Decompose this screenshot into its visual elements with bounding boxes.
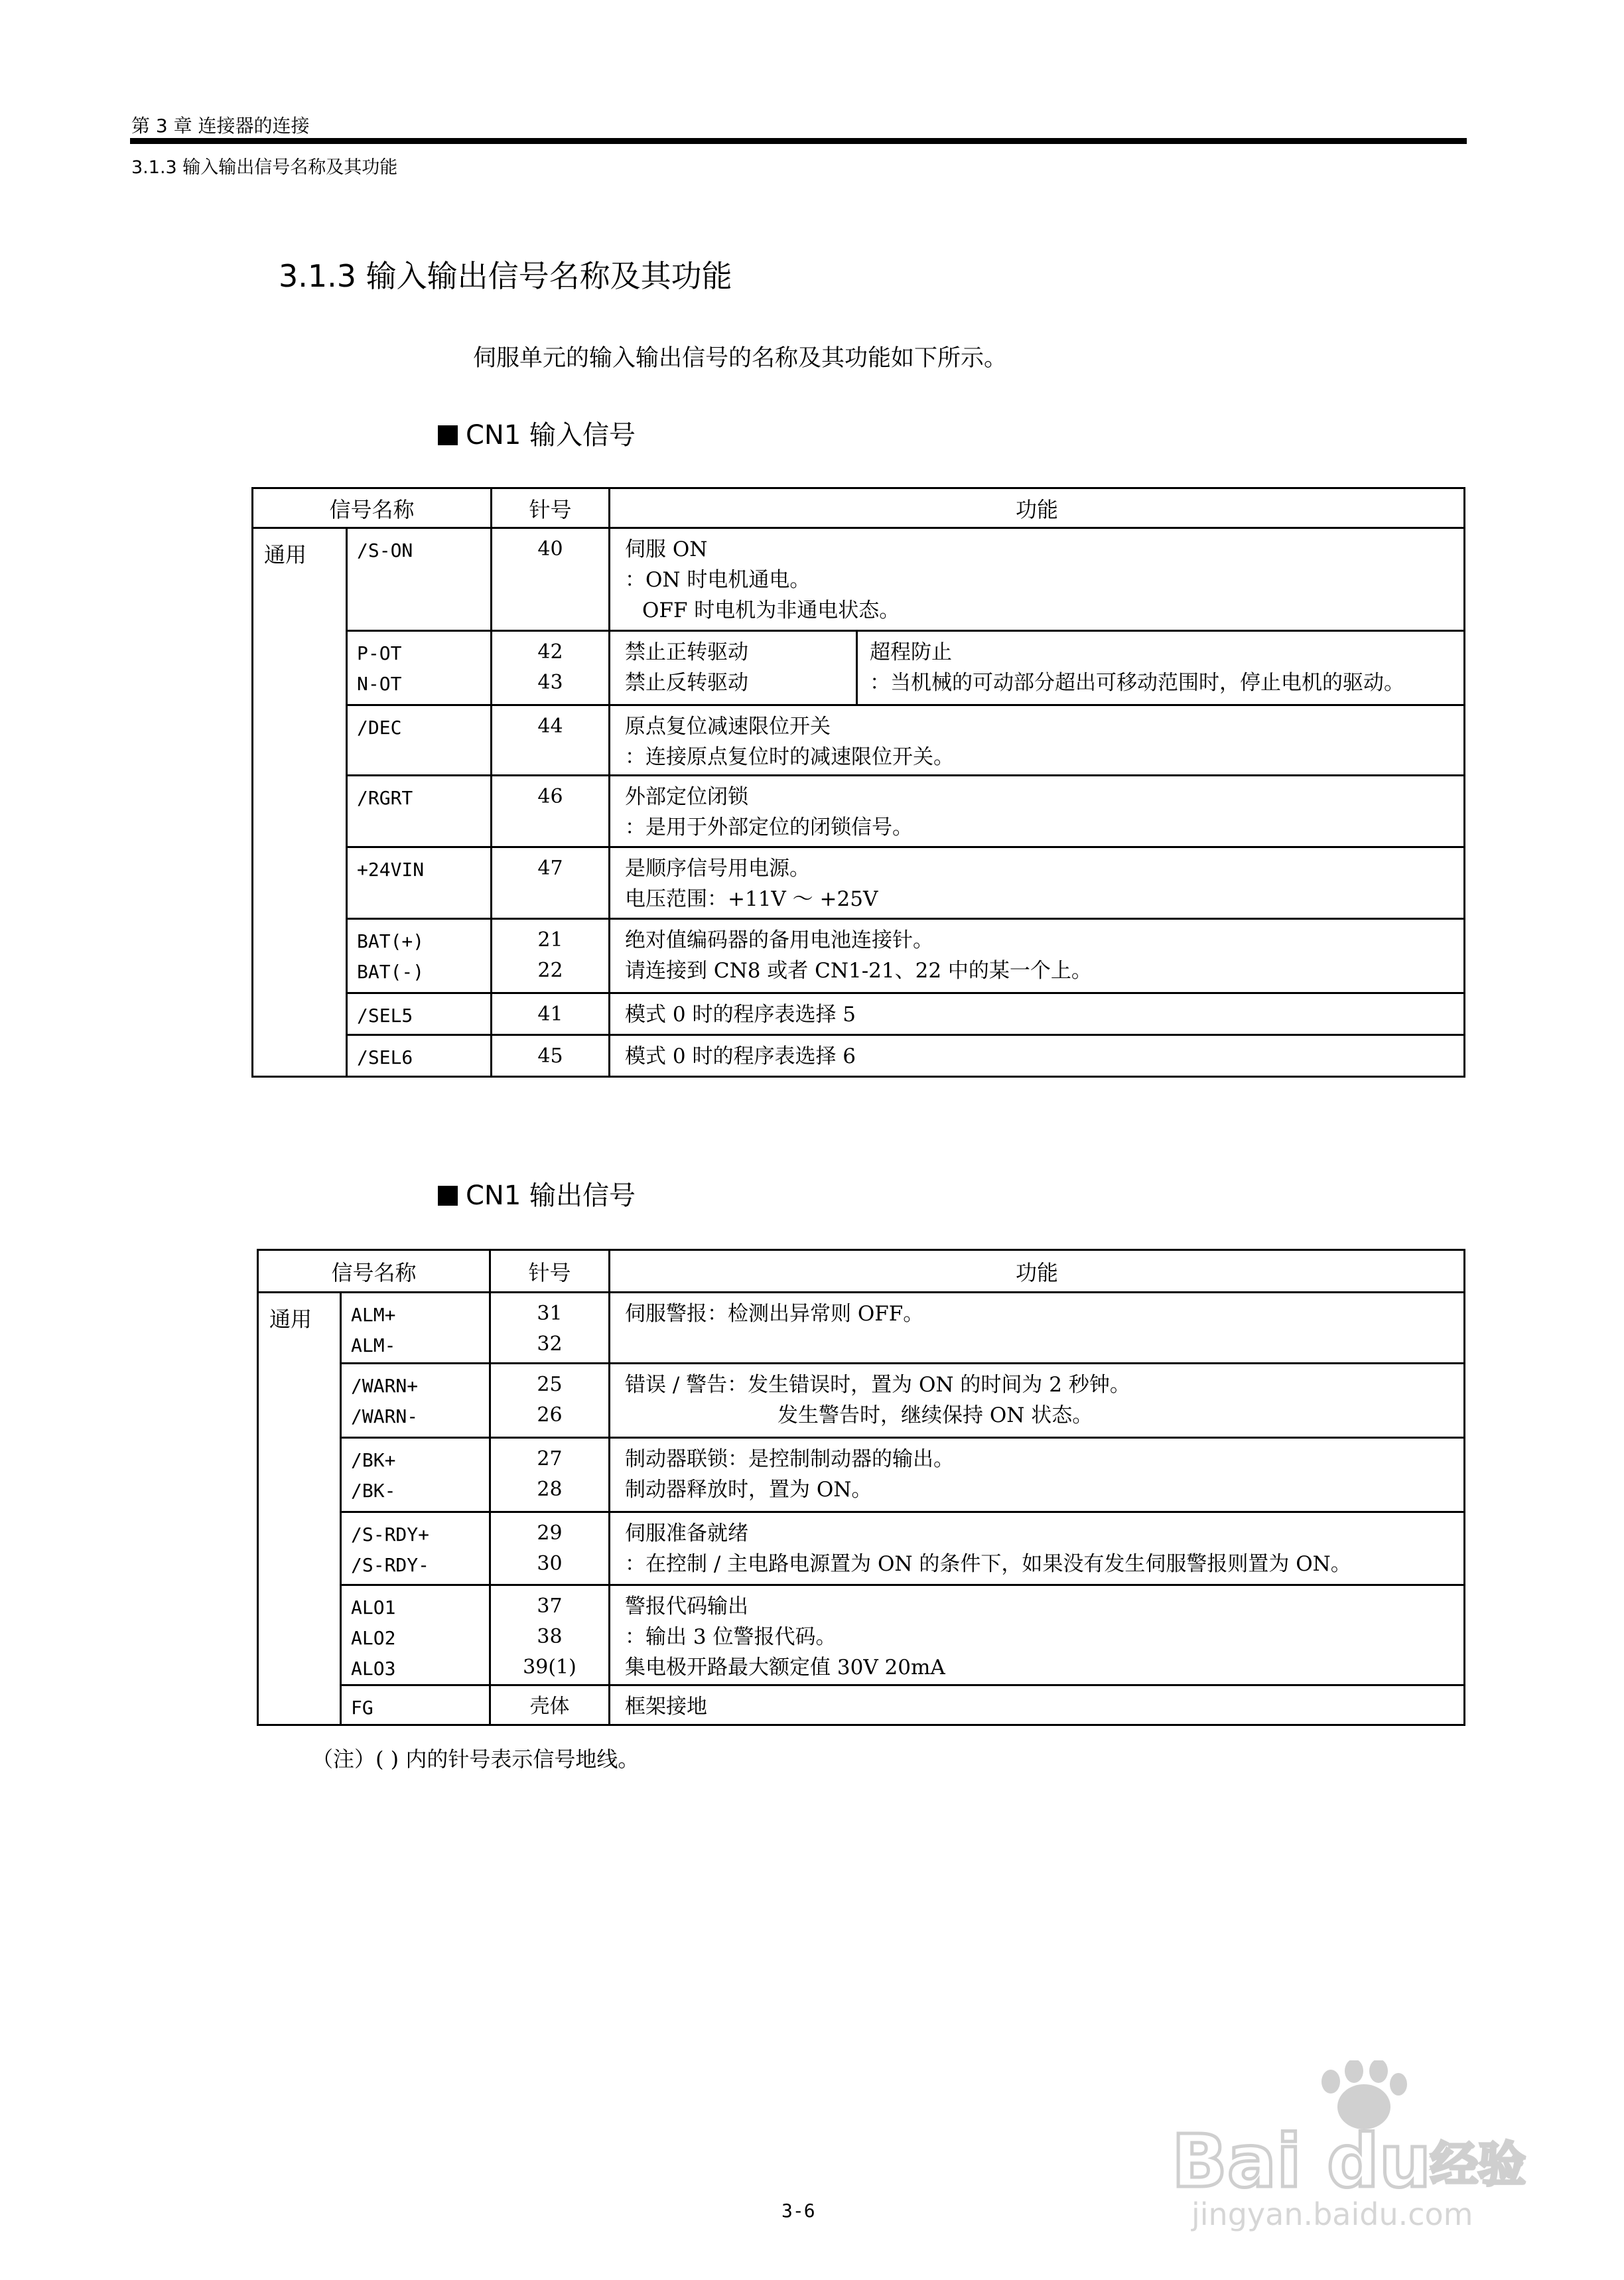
table-row: [258, 1364, 1465, 1438]
table-row: [253, 776, 1465, 847]
function-cell: 制动器联锁：是控制制动器的输出。 制动器释放时，置为 ON。: [610, 1438, 1465, 1512]
column-header-pin: 针号: [490, 1250, 610, 1293]
table-header-row: [253, 488, 1465, 528]
signal-name: /DEC: [347, 705, 492, 776]
table-row: [253, 1035, 1465, 1077]
input-table-heading: CN1 输入信号: [438, 414, 636, 452]
column-header-name: 信号名称: [253, 488, 492, 528]
group-label: 通用: [253, 528, 347, 1077]
signal-name: +24VIN: [347, 847, 492, 919]
pin-number: 27 28: [490, 1438, 610, 1512]
table-row: [258, 1585, 1465, 1685]
table-row: [258, 1512, 1465, 1585]
signal-name: ALO1 ALO2 ALO3: [341, 1585, 490, 1685]
header-rule: [130, 138, 1467, 144]
svg-text:经验: 经验: [1430, 2137, 1526, 2192]
function-cell: 外部定位闭锁 ：是用于外部定位的闭锁信号。: [610, 776, 1465, 847]
output-signal-table: [257, 1249, 1465, 1726]
pin-number: 壳体: [490, 1685, 610, 1725]
table-row: [253, 528, 1465, 631]
function-cell: 伺服准备就绪 ：在控制 / 主电路电源置为 ON 的条件下，如果没有发生伺服警报则置为 ON。: [610, 1512, 1465, 1585]
signal-name: /WARN+ /WARN-: [341, 1364, 490, 1438]
column-header-pin: 针号: [492, 488, 610, 528]
running-header-chapter: 第 3 章 连接器的连接: [131, 115, 310, 137]
running-header-section: 3.1.3 输入输出信号名称及其功能: [131, 157, 398, 178]
signal-name: P-OT N-OT: [347, 631, 492, 705]
function-cell: 模式 0 时的程序表选择 6: [610, 1035, 1465, 1077]
pin-number: 21 22: [492, 919, 610, 993]
table-row: [258, 1293, 1465, 1364]
table-row: [253, 705, 1465, 776]
group-label: 通用: [258, 1293, 341, 1725]
pin-number: 47: [492, 847, 610, 919]
input-signal-table: [251, 487, 1465, 1078]
pin-number: 40: [492, 528, 610, 631]
function-cell: 伺服警报：检测出异常则 OFF。: [610, 1293, 1465, 1364]
signal-name: BAT(+) BAT(-): [347, 919, 492, 993]
output-table-heading: CN1 输出信号: [438, 1175, 636, 1212]
baidu-watermark-logo: [1165, 2060, 1536, 2233]
signal-name: /SEL5: [347, 993, 492, 1035]
table-row: [253, 847, 1465, 919]
signal-name: /RGRT: [347, 776, 492, 847]
square-bullet-icon: [438, 425, 458, 445]
signal-name: ALM+ ALM-: [341, 1293, 490, 1364]
function-cell: 绝对值编码器的备用电池连接针。 请连接到 CN8 或者 CN1-21、22 中的某一个上。: [610, 919, 1465, 993]
column-header-name: 信号名称: [258, 1250, 490, 1293]
svg-text:jingyan.baidu.com: jingyan.baidu.com: [1191, 2196, 1473, 2232]
table-header-row: [258, 1250, 1465, 1293]
signal-name: /S-ON: [347, 528, 492, 631]
function-cell: 警报代码输出 ：输出 3 位警报代码。 集电极开路最大额定值 30V 20mA: [610, 1585, 1465, 1685]
pin-number: 31 32: [490, 1293, 610, 1364]
square-bullet-icon: [438, 1186, 458, 1206]
table-row: [258, 1438, 1465, 1512]
signal-name: FG: [341, 1685, 490, 1725]
pin-number: 44: [492, 705, 610, 776]
pin-number: 41: [492, 993, 610, 1035]
page-number: 3-6: [781, 2200, 815, 2222]
section-title: 3.1.3 输入输出信号名称及其功能: [279, 258, 732, 294]
function-cell: 模式 0 时的程序表选择 5: [610, 993, 1465, 1035]
pin-number: 37 38 39(1): [490, 1585, 610, 1685]
function-cell: 原点复位减速限位开关 ：连接原点复位时的减速限位开关。: [610, 705, 1465, 776]
signal-name: /S-RDY+ /S-RDY-: [341, 1512, 490, 1585]
function-cell: 框架接地: [610, 1685, 1465, 1725]
table-row: [253, 993, 1465, 1035]
table-row: [258, 1685, 1465, 1725]
function-note-cell: 超程防止 ：当机械的可动部分超出可移动范围时，停止电机的驱动。: [857, 631, 1465, 705]
signal-name: /SEL6: [347, 1035, 492, 1077]
pin-number: 46: [492, 776, 610, 847]
function-cell: 禁止正转驱动 禁止反转驱动: [610, 631, 857, 705]
svg-text:Bai du: Bai du: [1172, 2119, 1432, 2204]
pin-number: 29 30: [490, 1512, 610, 1585]
footnote: （注）( ) 内的针号表示信号地线。: [312, 1746, 640, 1772]
function-cell: 伺服 ON ：ON 时电机通电。 OFF 时电机为非通电状态。: [610, 528, 1465, 631]
column-header-function: 功能: [610, 488, 1465, 528]
signal-name: /BK+ /BK-: [341, 1438, 490, 1512]
pin-number: 45: [492, 1035, 610, 1077]
function-cell: 错误 / 警告：发生错误时，置为 ON 的时间为 2 秒钟。 发生警告时，继续保持 ON 状态。: [610, 1364, 1465, 1438]
table-row: [253, 919, 1465, 993]
intro-paragraph: 伺服单元的输入输出信号的名称及其功能如下所示。: [473, 345, 1008, 372]
pin-number: 42 43: [492, 631, 610, 705]
column-header-function: 功能: [610, 1250, 1465, 1293]
function-cell: 是顺序信号用电源。 电压范围：+11V ～ +25V: [610, 847, 1465, 919]
pin-number: 25 26: [490, 1364, 610, 1438]
table-row: [253, 631, 1465, 705]
